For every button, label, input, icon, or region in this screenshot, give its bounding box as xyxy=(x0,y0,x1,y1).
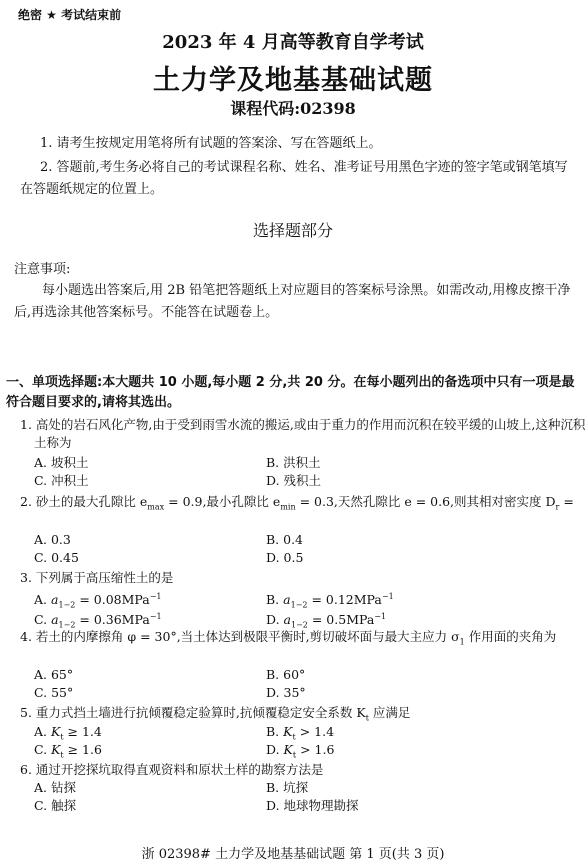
page-footer: 浙 02398# 土力学及地基基础试题 第 1 页(共 3 页) xyxy=(141,847,445,862)
question-2-option-b: B. 0.4 xyxy=(266,532,304,547)
question-1-stem: 1. 高处的岩石风化产物,由于受到雨雪水流的搬运,或由于重力的作用而沉积在较平缓的山坡上,这种沉积土称为 xyxy=(20,417,586,450)
notes-body: 每小题选出答案后,用 2B 铅笔把答题纸上对应题目的答案标号涂黑。如需改动,用橡皮擦干净后,再选涂其他答案标号。不能答在试题卷上。 xyxy=(14,283,571,320)
question-4-option-a: A. 65° xyxy=(34,667,74,682)
exam-title: 2023 年 4 月高等教育自学考试 xyxy=(162,32,424,53)
question-4-stem: 4. 若土的内摩擦角 φ = 30°,当土体达到极限平衡时,剪切破坏面与最大主应力 $\sigma_1$ 作用面的夹角为 xyxy=(20,629,557,647)
question-2-option-a: A. 0.3 xyxy=(34,532,71,547)
question-5-stem: 5. 重力式挡土墙进行抗倾覆稳定验算时,抗倾覆稳定安全系数 $K_t$ 应满足 xyxy=(20,705,411,723)
question-2-option-d: D. 0.5 xyxy=(266,550,304,565)
question-6-stem: 6. 通过开挖探坑取得直观资料和原状土样的勘察方法是 xyxy=(20,762,324,777)
section-title: 选择题部分 xyxy=(252,221,333,240)
question-3-option-c: C. $a_{1-2} = 0.36MPa^{-1}$ xyxy=(34,612,162,630)
question-3-option-a: A. $a_{1-2} = 0.08MPa^{-1}$ xyxy=(34,592,162,610)
question-5-option-c: C. $K_t \ge 1.6$ xyxy=(34,742,102,760)
question-3-option-b: B. $a_{1-2} = 0.12MPa^{-1}$ xyxy=(266,592,394,610)
question-2-stem: 2. 砂土的最大孔隙比 $e_{max} = 0.9$,最小孔隙比 $e_{min} = 0.3$,天然孔隙比 e = 0.6,则其相对密实度 $D_r$ = xyxy=(20,494,574,512)
question-1-option-b: B. 洪积土 xyxy=(266,455,321,470)
question-6-option-a: A. 钻探 xyxy=(34,780,76,795)
notes-title: 注意事项: xyxy=(14,262,71,277)
course-code: 课程代码:02398 xyxy=(230,99,356,118)
question-1-option-c: C. 冲积土 xyxy=(34,473,89,488)
question-2-option-c: C. 0.45 xyxy=(34,550,79,565)
question-6-option-c: C. 触探 xyxy=(34,798,77,813)
subject-title: 土力学及地基基础试题 xyxy=(153,65,433,96)
question-3-stem: 3. 下列属于高压缩性土的是 xyxy=(20,570,174,585)
question-1-option-a: A. 坡积土 xyxy=(34,455,89,470)
question-6-option-d: D. 地球物理勘探 xyxy=(266,798,359,813)
instruction-1: 1. 请考生按规定用笔将所有试题的答案涂、写在答题纸上。 xyxy=(40,136,382,151)
question-4-option-c: C. 55° xyxy=(34,685,74,700)
question-4-option-b: B. 60° xyxy=(266,667,306,682)
question-3-option-d: D. $a_{1-2} = 0.5MPa^{-1}$ xyxy=(266,612,387,630)
question-4-option-d: D. 35° xyxy=(266,685,306,700)
question-5-option-d: D. $K_t > 1.6$ xyxy=(266,742,335,760)
question-1-option-d: D. 残积土 xyxy=(266,473,322,488)
part-one-heading: 一、单项选择题:本大题共 10 小题,每小题 2 分,共 20 分。在每小题列出的备选项中只有一项是最符合题目要求的,请将其选出。 xyxy=(6,375,575,410)
question-5-option-a: A. $K_t \ge 1.4$ xyxy=(34,724,102,742)
question-5-option-b: B. $K_t > 1.4$ xyxy=(266,724,335,742)
secret-label: 绝密 ★ 考试结束前 xyxy=(18,8,122,22)
instruction-2: 2. 答题前,考生务必将自己的考试课程名称、姓名、准考证号用黑色字迹的签字笔或钢笔填写在答题纸规定的位置上。 xyxy=(20,160,568,197)
question-6-option-b: B. 坑探 xyxy=(266,780,309,795)
